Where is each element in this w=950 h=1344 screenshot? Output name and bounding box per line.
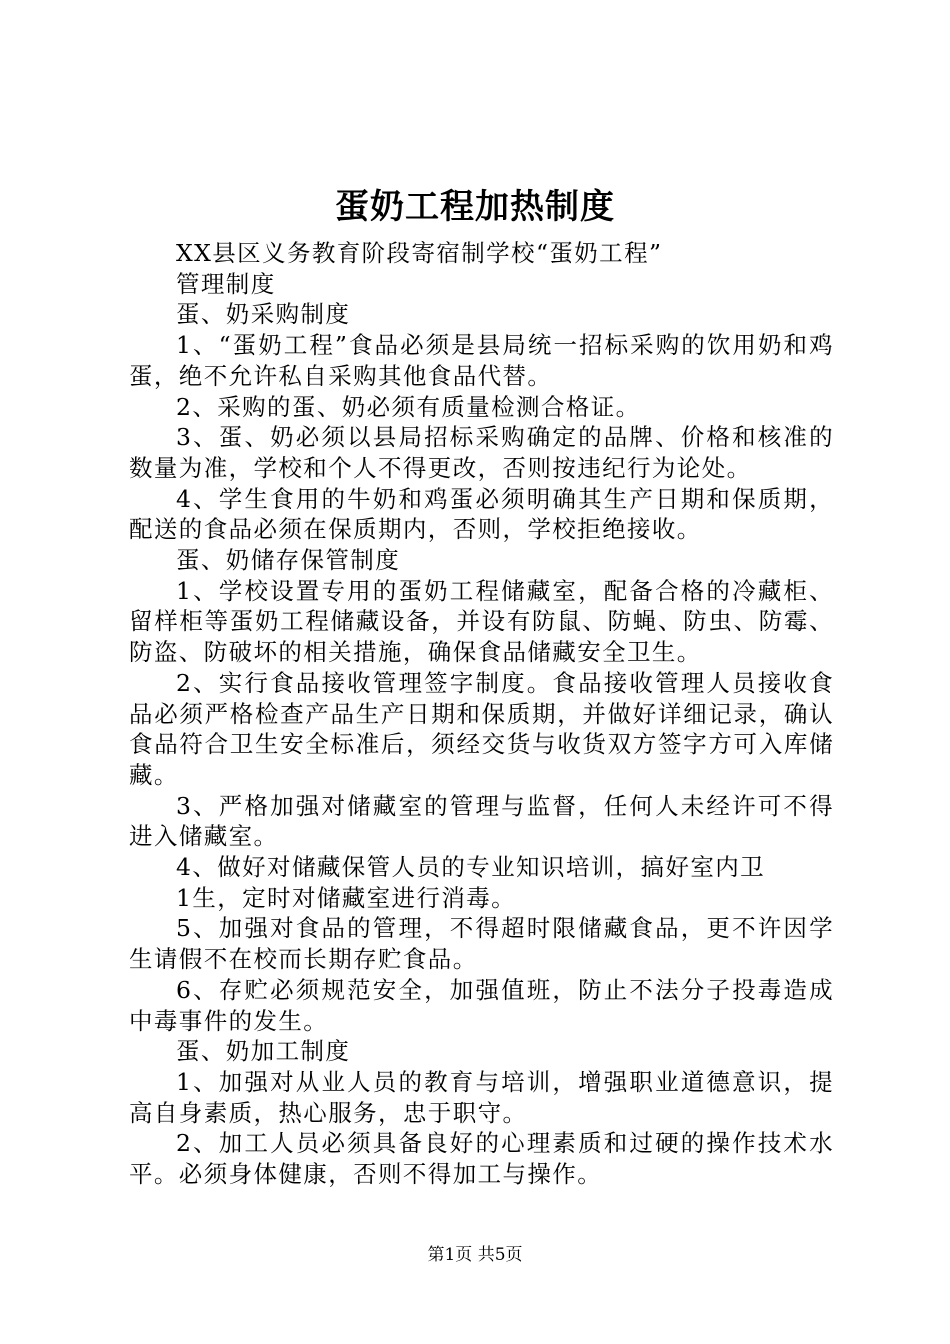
section-heading: 蛋、奶加工制度: [176, 1037, 351, 1066]
document-title: 蛋奶工程加热制度: [335, 187, 615, 227]
document-body: [129, 238, 834, 1190]
paragraph: 6、存贮必须规范安全，加强值班，防止不法分子投毒造成中毒事件的发生。: [129, 975, 834, 1035]
section-heading: 蛋、奶采购制度: [176, 300, 351, 329]
paragraph: 1生，定时对储藏室进行消毒。: [176, 883, 517, 912]
paragraph: 2、加工人员必须具备良好的心理素质和过硬的操作技术水平。必须身体健康，否则不得加工与操作。: [129, 1129, 834, 1189]
paragraph: 1、学校设置专用的蛋奶工程储藏室，配备合格的冷藏柜、留样柜等蛋奶工程储藏设备，并设有防鼠、防蝇、防虫、防霉、防盗、防破坏的相关措施，确保食品储藏安全卫生。: [129, 576, 834, 667]
paragraph: 3、严格加强对储藏室的管理与监督，任何人未经许可不得进入储藏室。: [129, 791, 834, 851]
paragraph: 1、“蛋奶工程”食品必须是县局统一招标采购的饮用奶和鸡蛋，绝不允许私自采购其他食品代替。: [129, 331, 834, 390]
paragraph: 管理制度: [176, 269, 276, 298]
paragraph: 4、做好对储藏保管人员的专业知识培训，搞好室内卫: [176, 853, 766, 882]
paragraph: 2、实行食品接收管理签字制度。食品接收管理人员接收食品必须严格检查产品生产日期和保质期，并做好详细记录，确认食品符合卫生安全标准后，须经交货与收货双方签字方可入库储藏。: [129, 668, 834, 789]
page-number-footer: 第1页 共5页: [427, 1245, 523, 1265]
paragraph: 2、采购的蛋、奶必须有质量检测合格证。: [176, 392, 641, 421]
paragraph: 5、加强对食品的管理，不得超时限储藏食品，更不许因学生请假不在校而长期存贮食品。: [129, 914, 834, 974]
paragraph: 3、蛋、奶必须以县局招标采购确定的品牌、价格和核准的数量为准，学校和个人不得更改，否则按违纪行为论处。: [129, 423, 834, 482]
paragraph: 4、学生食用的牛奶和鸡蛋必须明确其生产日期和保质期，配送的食品必须在保质期内，否则，学校拒绝接收。: [129, 484, 834, 544]
section-heading: 蛋、奶储存保管制度: [176, 546, 401, 575]
paragraph: 1、加强对从业人员的教育与培训，增强职业道德意识，提高自身素质，热心服务，忠于职守。: [129, 1067, 834, 1127]
paragraph: XX县区义务教育阶段寄宿制学校“蛋奶工程”: [176, 239, 663, 267]
